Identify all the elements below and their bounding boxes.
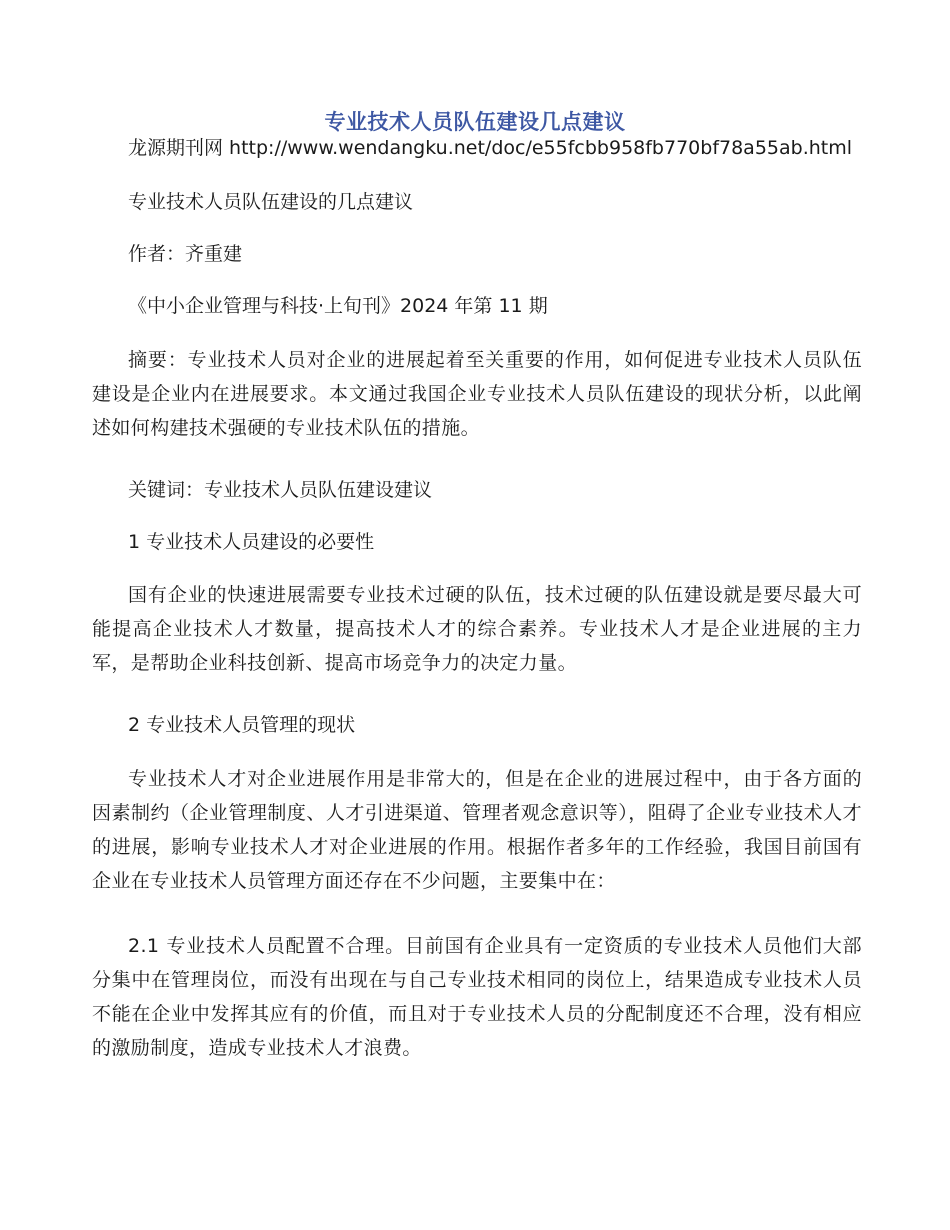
source-line: 龙源期刊网 http://www.wendangku.net/doc/e55fcbb958fb770bf78a55ab.html	[128, 137, 853, 159]
section-2-1-paragraph: 2.1 专业技术人员配置不合理。目前国有企业具有一定资质的专业技术人员他们大部分集中在管理岗位，而没有出现在与自己专业技术相同的岗位上，结果造成专业技术人员不能在企业中发挥其应有的价值，而且对于专业技术人员的分配制度还不合理，没有相应的激励制度，造成专业技术人才浪费。	[92, 935, 862, 1059]
journal-line: 《中小企业管理与科技·上旬刊》2024 年第 11 期	[128, 295, 548, 317]
section-2-paragraph: 专业技术人才对企业进展作用是非常大的，但是在企业的进展过程中，由于各方面的因素制约（企业管理制度、人才引进渠道、管理者观念意识等），阻碍了企业专业技术人才的进展，影响专业技术人才对企业进展的作用。根据作者多年的工作经验，我国目前国有企业在专业技术人员管理方面还存在不少问题，主要集中在：	[92, 768, 862, 892]
abstract-paragraph: 摘要：专业技术人员对企业的进展起着至关重要的作用，如何促进专业技术人员队伍建设是企业内在进展要求。本文通过我国企业专业技术人员队伍建设的现状分析，以此阐述如何构建技术强硬的专业技术队伍的措施。	[92, 349, 862, 439]
author-line: 作者：齐重建	[128, 243, 243, 265]
section-1-paragraph: 国有企业的快速进展需要专业技术过硬的队伍，技术过硬的队伍建设就是要尽最大可能提高企业技术人才数量，提高技术人才的综合素养。专业技术人才是企业进展的主力军，是帮助企业科技创新、提高市场竞争力的决定力量。	[92, 584, 862, 674]
article-subtitle: 专业技术人员队伍建设的几点建议	[128, 191, 414, 213]
document-title: 专业技术人员队伍建设几点建议	[324, 110, 626, 134]
keywords-line: 关键词：专业技术人员队伍建设建议	[128, 479, 433, 501]
section-1-heading: 1 专业技术人员建设的必要性	[128, 531, 375, 553]
section-2-heading: 2 专业技术人员管理的现状	[128, 714, 356, 736]
